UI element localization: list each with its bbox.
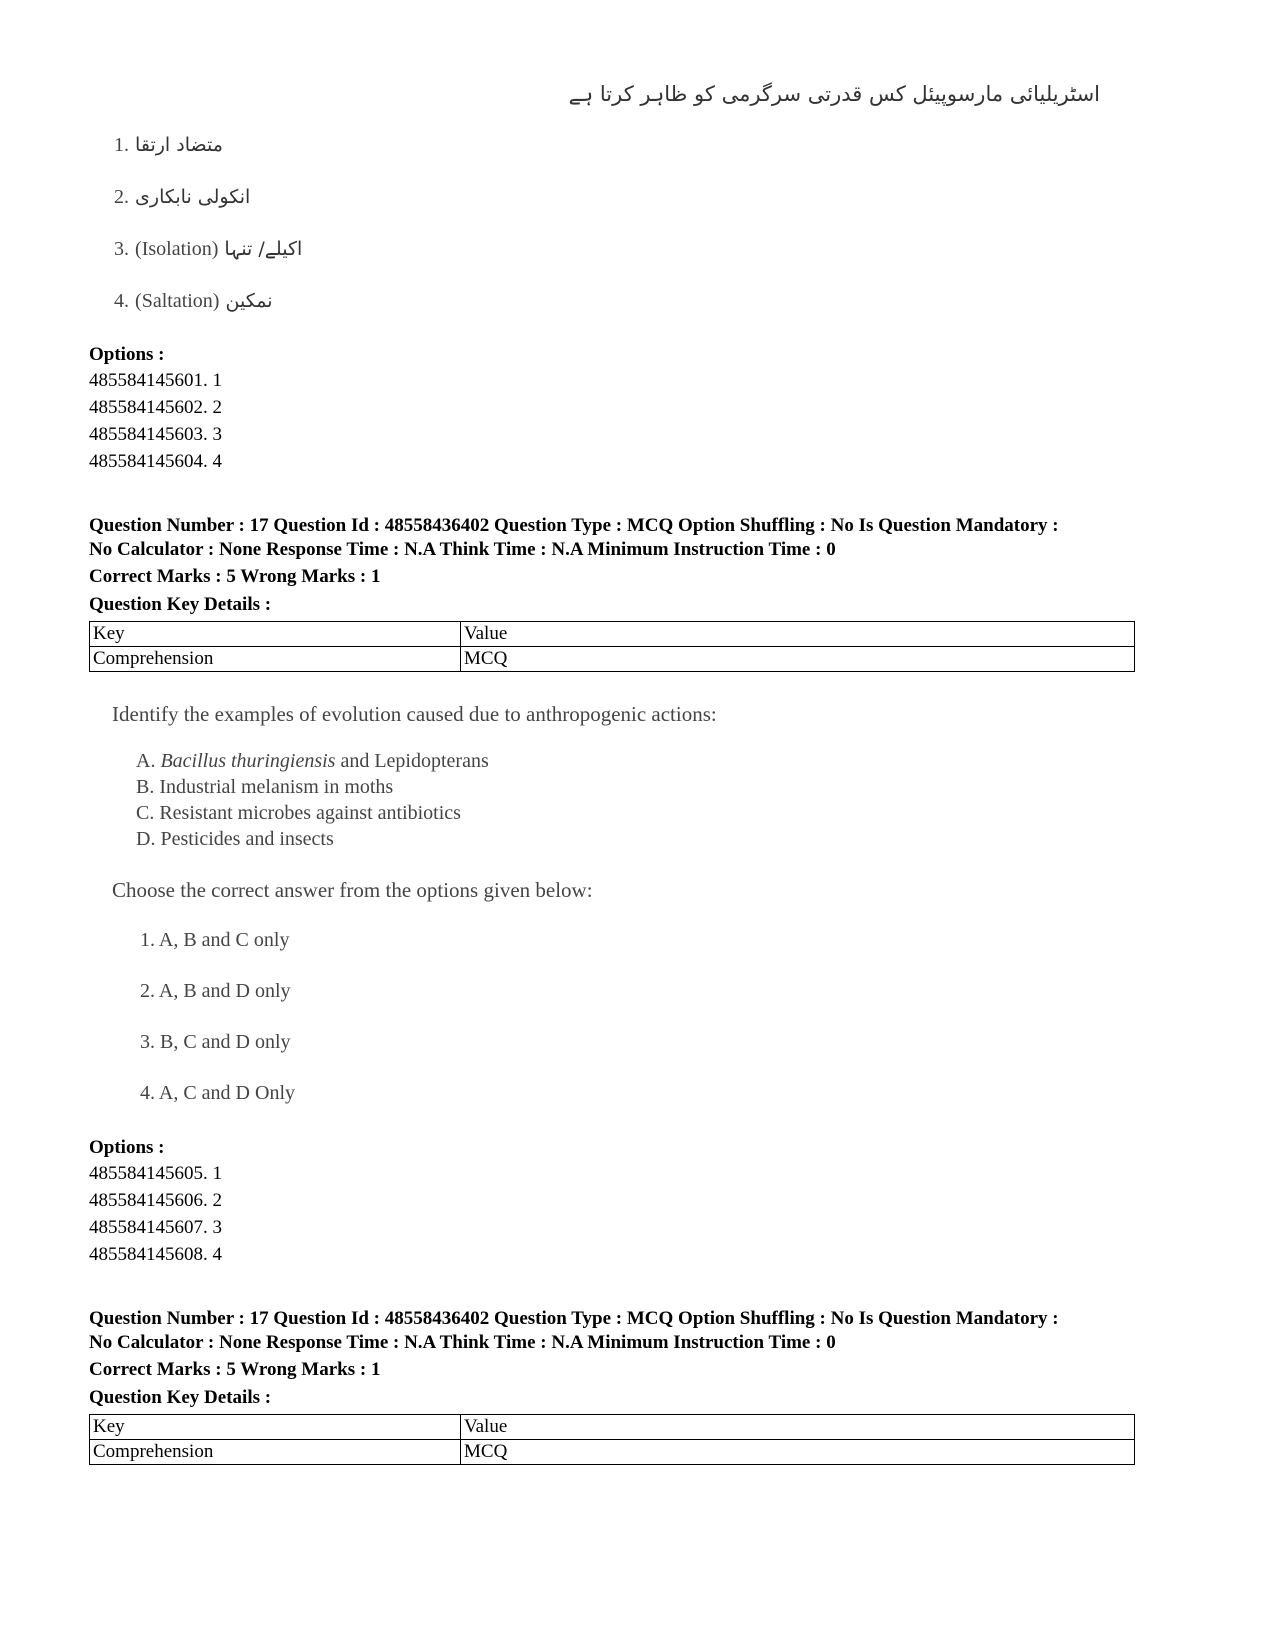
- question-header: [89, 514, 1189, 672]
- statement-letter: C.: [136, 802, 155, 824]
- urdu-choice-number: 1.: [114, 134, 129, 156]
- option-item: 485584145603. 3: [89, 424, 222, 445]
- urdu-choice-english: (Saltation): [135, 290, 220, 312]
- table-header-value: Value: [461, 1415, 1135, 1440]
- table-cell-value: MCQ: [461, 1440, 1135, 1465]
- instruction-text: Choose the correct answer from the options given below:: [112, 878, 593, 902]
- statement-text: Resistant microbes against antibiotics: [159, 802, 461, 824]
- option-item: 485584145607. 3: [89, 1217, 222, 1238]
- options-label: Options :: [89, 344, 165, 365]
- question-header: [89, 1307, 1189, 1465]
- urdu-choice-3: [114, 238, 302, 261]
- statement-text: and Lepidopterans: [335, 750, 489, 772]
- options-label: Options :: [89, 1137, 165, 1158]
- urdu-choice-1: [114, 134, 223, 157]
- answer-choice: 2. A, B and D only: [140, 980, 291, 1002]
- english-question-image: [112, 700, 812, 1120]
- statement-italic: Bacillus thuringiensis: [160, 750, 336, 772]
- question-marks: Correct Marks : 5 Wrong Marks : 1: [89, 1359, 381, 1380]
- table-header-value: Value: [461, 622, 1135, 647]
- key-value-table: [89, 1414, 1135, 1465]
- urdu-choice-2: [114, 186, 250, 209]
- urdu-choice-number: 4.: [114, 290, 129, 312]
- table-cell-value: MCQ: [461, 647, 1135, 672]
- answer-choice: 4. A, C and D Only: [140, 1082, 295, 1104]
- option-item: 485584145604. 4: [89, 451, 222, 472]
- urdu-question-text: اسٹریلیائی مارسوپیئل کس قدرتی سرگرمی کو ظاہر کرتا ہے: [568, 82, 1100, 106]
- question-meta-line-2: No Calculator : None Response Time : N.A Think Time : N.A Minimum Instruction Time : 0: [89, 539, 836, 560]
- urdu-choice-4: [114, 290, 273, 313]
- question-marks: Correct Marks : 5 Wrong Marks : 1: [89, 566, 381, 587]
- option-item: 485584145602. 2: [89, 397, 222, 418]
- question-key-details-label: Question Key Details :: [89, 594, 272, 615]
- question-meta-line-1: Question Number : 17 Question Id : 48558436402 Question Type : MCQ Option Shuffling : No Is Question Mandatory :: [89, 1308, 1059, 1329]
- table-header-key: Key: [90, 1415, 461, 1440]
- table-header-key: Key: [90, 622, 461, 647]
- option-item: 485584145608. 4: [89, 1244, 222, 1265]
- question-meta-line-1: Question Number : 17 Question Id : 48558436402 Question Type : MCQ Option Shuffling : No Is Question Mandatory :: [89, 515, 1059, 536]
- question-meta-line-2: No Calculator : None Response Time : N.A Think Time : N.A Minimum Instruction Time : 0: [89, 1332, 836, 1353]
- statement-text: Industrial melanism in moths: [159, 776, 394, 798]
- key-value-table: [89, 621, 1135, 672]
- statement-d: [136, 828, 334, 851]
- urdu-choice-number: 2.: [114, 186, 129, 208]
- table-header-row: [90, 1415, 1135, 1440]
- option-item: 485584145606. 2: [89, 1190, 222, 1211]
- options-section: [89, 342, 222, 475]
- table-row: [90, 647, 1135, 672]
- urdu-choice-text: اکیلے/ تنہا: [224, 238, 303, 260]
- english-question-text: Identify the examples of evolution caused due to anthropogenic actions:: [112, 702, 717, 726]
- question-key-details-label: Question Key Details :: [89, 1387, 272, 1408]
- urdu-choice-english: (Isolation): [135, 238, 219, 260]
- table-cell-key: Comprehension: [90, 647, 461, 672]
- statement-a: [136, 750, 489, 773]
- table-row: [90, 1440, 1135, 1465]
- answer-choice: 3. B, C and D only: [140, 1031, 291, 1053]
- statement-letter: B.: [136, 776, 155, 798]
- option-item: 485584145601. 1: [89, 370, 222, 391]
- statement-text: Pesticides and insects: [160, 828, 334, 850]
- statement-c: [136, 802, 461, 825]
- urdu-choice-number: 3.: [114, 238, 129, 260]
- urdu-choice-text: انکولی نابکاری: [135, 186, 251, 208]
- option-item: 485584145605. 1: [89, 1163, 222, 1184]
- statement-letter: D.: [136, 828, 156, 850]
- urdu-question-image: [110, 78, 1100, 328]
- statement-letter: A.: [136, 750, 156, 772]
- statement-b: [136, 776, 393, 799]
- options-section: [89, 1135, 222, 1268]
- urdu-choice-text: متضاد ارتقا: [135, 134, 223, 156]
- table-cell-key: Comprehension: [90, 1440, 461, 1465]
- urdu-choice-text: نمکین: [225, 290, 273, 312]
- answer-choice: 1. A, B and C only: [140, 929, 290, 951]
- table-header-row: [90, 622, 1135, 647]
